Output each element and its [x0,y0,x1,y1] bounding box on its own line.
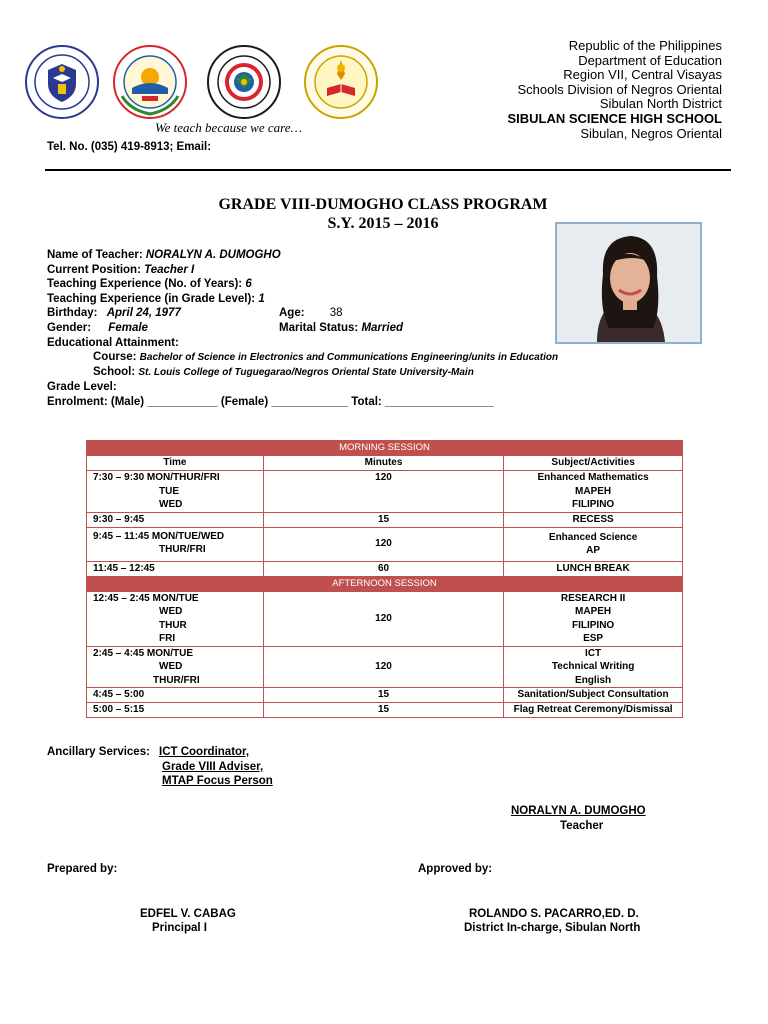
marital-value: Married [361,322,403,334]
col-time-header: Time [87,456,264,471]
gender-label: Gender: [47,322,92,334]
address-line: Republic of the Philippines [568,38,722,53]
deped-kagawaran-seal [24,44,100,120]
table-row [87,471,683,513]
address-line: Sibulan North District [599,96,722,112]
district-head-role: District In-charge, Sibulan North [464,922,641,934]
experience-grade-value: 1 [258,293,265,305]
gender-row [47,322,148,334]
course-row [93,351,558,363]
time-cell: 4:45 – 5:00 [87,688,264,703]
course-value: Bachelor of Science in Electronics and Communications Engineering/units in Education [139,352,559,363]
col-minutes-header: Minutes [263,456,503,471]
birthday-label: Birthday: [47,307,98,319]
experience-years-value: 6 [245,278,252,290]
minutes-cell: 120 [263,527,503,561]
header-address [507,39,722,141]
ancillary-label: Ancillary Services: [47,746,150,758]
deped-region7-seal [112,44,188,120]
school-row [93,366,474,378]
address-line: Department of Education [578,52,722,68]
time-cell: 2:45 – 4:45 MON/TUE WED THUR/FRI [87,646,264,688]
address-line: Schools Division of Negros Oriental [517,81,722,97]
subject-cell: LUNCH BREAK [504,561,683,576]
table-row [87,527,683,561]
minutes-cell: 15 [263,688,503,703]
time-cell: 9:45 – 11:45 MON/TUE/WED THUR/FRI [87,527,264,561]
position-value: Teacher I [144,264,195,276]
marital-label: Marital Status: [279,322,359,334]
grade-level-label: Grade Level: [47,381,117,393]
ancillary-item: Grade VIII Adviser, [162,761,264,773]
minutes-cell: 15 [263,512,503,527]
age-label: Age: [279,307,305,319]
table-row [87,591,683,646]
minutes-cell: 60 [263,561,503,576]
district-head-name: ROLANDO S. PACARRO,ED. D. [469,908,639,920]
school-motto: We teach because we care… [155,120,303,135]
time-cell: 9:30 – 9:45 [87,512,264,527]
time-cell: 11:45 – 12:45 [87,561,264,576]
table-header-row [87,456,683,471]
subject-cell: RESEARCH II MAPEH FILIPINO ESP [504,591,683,646]
table-row [87,646,683,688]
birthday-value: April 24, 1977 [106,307,181,319]
col-subject-header: Subject/Activities [504,456,683,471]
table-row [87,703,683,718]
position-label: Current Position: [47,264,141,276]
subject-cell: Flag Retreat Ceremony/Dismissal [504,703,683,718]
subject-cell: Sanitation/Subject Consultation [504,688,683,703]
experience-years-row [47,278,252,290]
teacher-signature-name: NORALYN A. DUMOGHO [511,805,646,817]
school-name: SIBULAN SCIENCE HIGH SCHOOL [507,110,722,126]
education-label: Educational Attainment: [47,337,179,349]
experience-grade-label: Teaching Experience (in Grade Level): [47,293,256,305]
position-row [47,264,194,276]
enrolment-line: Enrolment: (Male) ___________ (Female) ____________ Total: _________________ [47,396,494,408]
gender-value: Female [108,322,148,334]
birthday-row [47,307,181,319]
page-title: GRADE VIII-DUMOGHO CLASS PROGRAM [218,196,548,213]
time-cell: 7:30 – 9:30 MON/THUR/FRI TUE WED [87,471,264,513]
subject-cell: RECESS [504,512,683,527]
morning-session-bar: MORNING SESSION [87,441,683,456]
minutes-cell: 120 [263,591,503,646]
afternoon-session-bar: AFTERNOON SESSION [87,576,683,591]
class-schedule-table [86,440,683,718]
subject-cell: ICT Technical Writing English [504,646,683,688]
subject-cell: Enhanced Science AP [504,527,683,561]
address-line: Region VII, Central Visayas [563,67,722,83]
age-value: 38 [329,307,343,319]
age-row [279,307,343,319]
teacher-signature-role: Teacher [560,820,604,832]
header-divider [45,169,731,171]
time-cell: 12:45 – 2:45 MON/TUE WED THUR FRI [87,591,264,646]
table-row [87,512,683,527]
principal-role: Principal I [152,922,207,934]
telephone-line: Tel. No. (035) 419-8913; Email: [47,141,212,153]
school-value: St. Louis College of Tuguegarao/Negros Oriental State University-Main [138,367,474,378]
teacher-name: NORALYN A. DUMOGHO [145,249,281,261]
time-cell: 5:00 – 5:15 [87,703,264,718]
address-line: Sibulan, Negros Oriental [580,125,722,141]
table-row [87,561,683,576]
approved-by-label: Approved by: [418,863,493,875]
ancillary-item: MTAP Focus Person [162,775,273,787]
minutes-cell: 15 [263,703,503,718]
minutes-cell: 120 [263,471,503,513]
prepared-by-label: Prepared by: [47,863,118,875]
experience-grade-row [47,293,265,305]
school-year: S.Y. 2015 – 2016 [327,215,439,232]
subject-cell: Enhanced Mathematics MAPEH FILIPINO [504,471,683,513]
table-row [87,688,683,703]
ancillary-item: ICT Coordinator, [159,746,250,758]
experience-years-label: Teaching Experience (No. of Years): [47,278,243,290]
teacher-photo [555,222,702,344]
marital-row [279,322,403,334]
principal-name: EDFEL V. CABAG [140,908,236,920]
teacher-name-label: Name of Teacher: [47,249,143,261]
sibulan-shs-seal [303,44,379,120]
teacher-name-row [47,249,281,261]
course-label: Course: [93,351,137,363]
minutes-cell: 120 [263,646,503,688]
deped-negros-oriental-seal [206,44,282,120]
school-label: School: [93,366,136,378]
